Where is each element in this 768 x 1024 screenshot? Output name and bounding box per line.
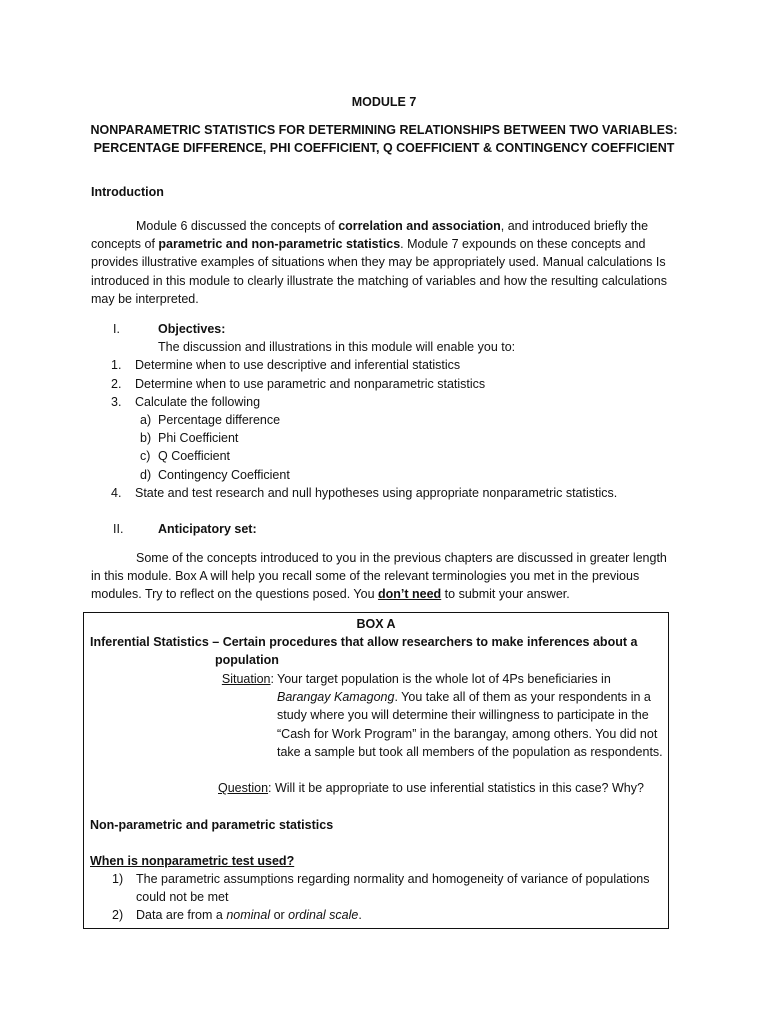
list-number: 1) [112, 872, 124, 886]
introduction-heading: Introduction [91, 185, 164, 199]
situation-place: Barangay Kamagong [277, 690, 395, 705]
list-item [91, 393, 681, 411]
sub-list-letter: a) [140, 412, 152, 427]
situation-text-1: Your target population is the whole lot of 4Ps beneficiaries in [277, 672, 611, 686]
list-item [91, 375, 681, 393]
sub-list-item [91, 447, 681, 465]
list-number: 2. [111, 376, 122, 391]
list-text: State and test research and null hypotheses using appropriate nonparametric statistics. [135, 485, 618, 500]
list-number: 3. [111, 394, 122, 409]
sub-list-text: Contingency Coefficient [158, 467, 290, 482]
list-text: Calculate the following [135, 394, 261, 409]
situation-text [277, 670, 667, 761]
anticipatory-emphasis: don’t need [378, 587, 442, 602]
intro-bold-1: correlation and association [338, 219, 501, 233]
when-used-list [90, 870, 666, 925]
situation-label: Situation [221, 672, 271, 686]
list-item [91, 356, 681, 374]
module-title: MODULE 7 [351, 95, 417, 109]
list-number: 1. [111, 358, 122, 373]
inferential-def-text: – Certain procedures that allow researchers to make inferences about a [208, 635, 638, 649]
nominal-term: nominal [226, 908, 271, 923]
anticipatory-text-1: Some of the concepts introduced to you in the previous chapters are discussed in greater length in this module. Box A will help you recall some of the relevant terminologies you met in the previous modules. Try to reflect on the questions posed. You [91, 551, 667, 602]
sub-list-text: Phi Coefficient [158, 431, 239, 446]
inferential-def-continued: population [215, 653, 279, 667]
or-text: or [270, 908, 289, 923]
box-a: BOX A Inferential Statistics – Certain procedures that allow researchers to make inferences about a population Situation: Your target population is the whole lot of 4Ps beneficiaries in Barangay Kamagong. You take all of them as your respondents in a study where you will determine their willingness to participate in the “Cash for Work Program” in the barangay, among others. You did not take a sample but took all members of the population as respondents. Question: Will it be appropriate to use inferential statistics in this case? Why? Non-parametric and parametric statistics When is nonparametric test used? 1) The parametric assumptions regarding normality and homogeneity of variance of populations could not be met 2) Data are from a nominal or ordinal scale. [83, 612, 669, 929]
sub-list-text: Q Coefficient [158, 449, 231, 464]
sub-list-item [91, 411, 681, 429]
list-text [136, 906, 666, 924]
objectives-heading: Objectives: [158, 322, 226, 336]
sub-list-item [91, 466, 681, 484]
sub-list-letter: c) [140, 449, 151, 464]
sub-list-letter: b) [140, 431, 152, 446]
situation-text-2: . You take all of them as your respondents in a study where you will determine their willingness to participate in the “Cash for Work Program” in the barangay, among others. You did not take a sample but took all members of the population as respondents. [277, 690, 663, 759]
anticipatory-text-2: to submit your answer. [441, 587, 570, 602]
module-subtitle [80, 121, 688, 157]
question-label: Question [218, 781, 269, 795]
list-number: 2) [112, 908, 124, 923]
intro-text-1: Module 6 discussed the concepts of [136, 219, 339, 233]
box-a-title: BOX A [356, 617, 396, 631]
inferential-definition [90, 633, 637, 651]
period: . [358, 908, 362, 923]
intro-text-2: , and introduced briefly the concepts of [91, 219, 649, 252]
when-2-text: Data are from a [136, 908, 227, 923]
when-used-heading: When is nonparametric test used? [90, 854, 295, 868]
intro-text-3: . Module 7 expounds on these concepts and provides illustrative examples of situations when they may be appropriately used. Manual calculations Is introduced in this module to clearly illustrate the matching of variables and how the resulting calculations may be interpreted. [91, 237, 668, 306]
subtitle-line-2: PERCENTAGE DIFFERENCE, PHI COEFFICIENT, Q COEFFICIENT & CONTINGENCY COEFFICIENT [93, 141, 675, 156]
objectives-lead: The discussion and illustrations in this module will enable you to: [158, 340, 516, 355]
list-text: The parametric assumptions regarding normality and homogeneity of variance of populations could not be met [136, 872, 650, 905]
list-text: Determine when to use descriptive and inferential statistics [135, 358, 461, 373]
question-text: : Will it be appropriate to use inferential statistics in this case? Why? [268, 781, 644, 795]
anticipatory-numeral: II. [113, 522, 124, 536]
question-line [218, 779, 644, 797]
subtitle-line-1: NONPARAMETRIC STATISTICS FOR DETERMINING RELATIONSHIPS BETWEEN TWO VARIABLES: [90, 123, 678, 137]
intro-bold-2: parametric and non-parametric statistics [158, 237, 401, 252]
sub-list-letter: d) [140, 467, 152, 482]
anticipatory-heading: Anticipatory set: [158, 522, 257, 536]
sub-list-text: Percentage difference [158, 412, 281, 427]
ordinal-term: ordinal scale [288, 908, 359, 923]
list-number: 4. [111, 485, 122, 500]
objectives-numeral: I. [113, 322, 120, 336]
list-text: Determine when to use parametric and nonparametric statistics [135, 376, 486, 391]
anticipatory-section [91, 520, 681, 538]
list-item [91, 484, 681, 502]
nonparametric-heading: Non-parametric and parametric statistics [90, 818, 334, 832]
list-item [90, 870, 666, 906]
inferential-term: Inferential Statistics [90, 635, 209, 649]
objectives-section [91, 320, 681, 502]
introduction-paragraph [91, 217, 671, 308]
anticipatory-paragraph [91, 549, 671, 604]
list-item [90, 906, 666, 924]
sub-list-item [91, 429, 681, 447]
